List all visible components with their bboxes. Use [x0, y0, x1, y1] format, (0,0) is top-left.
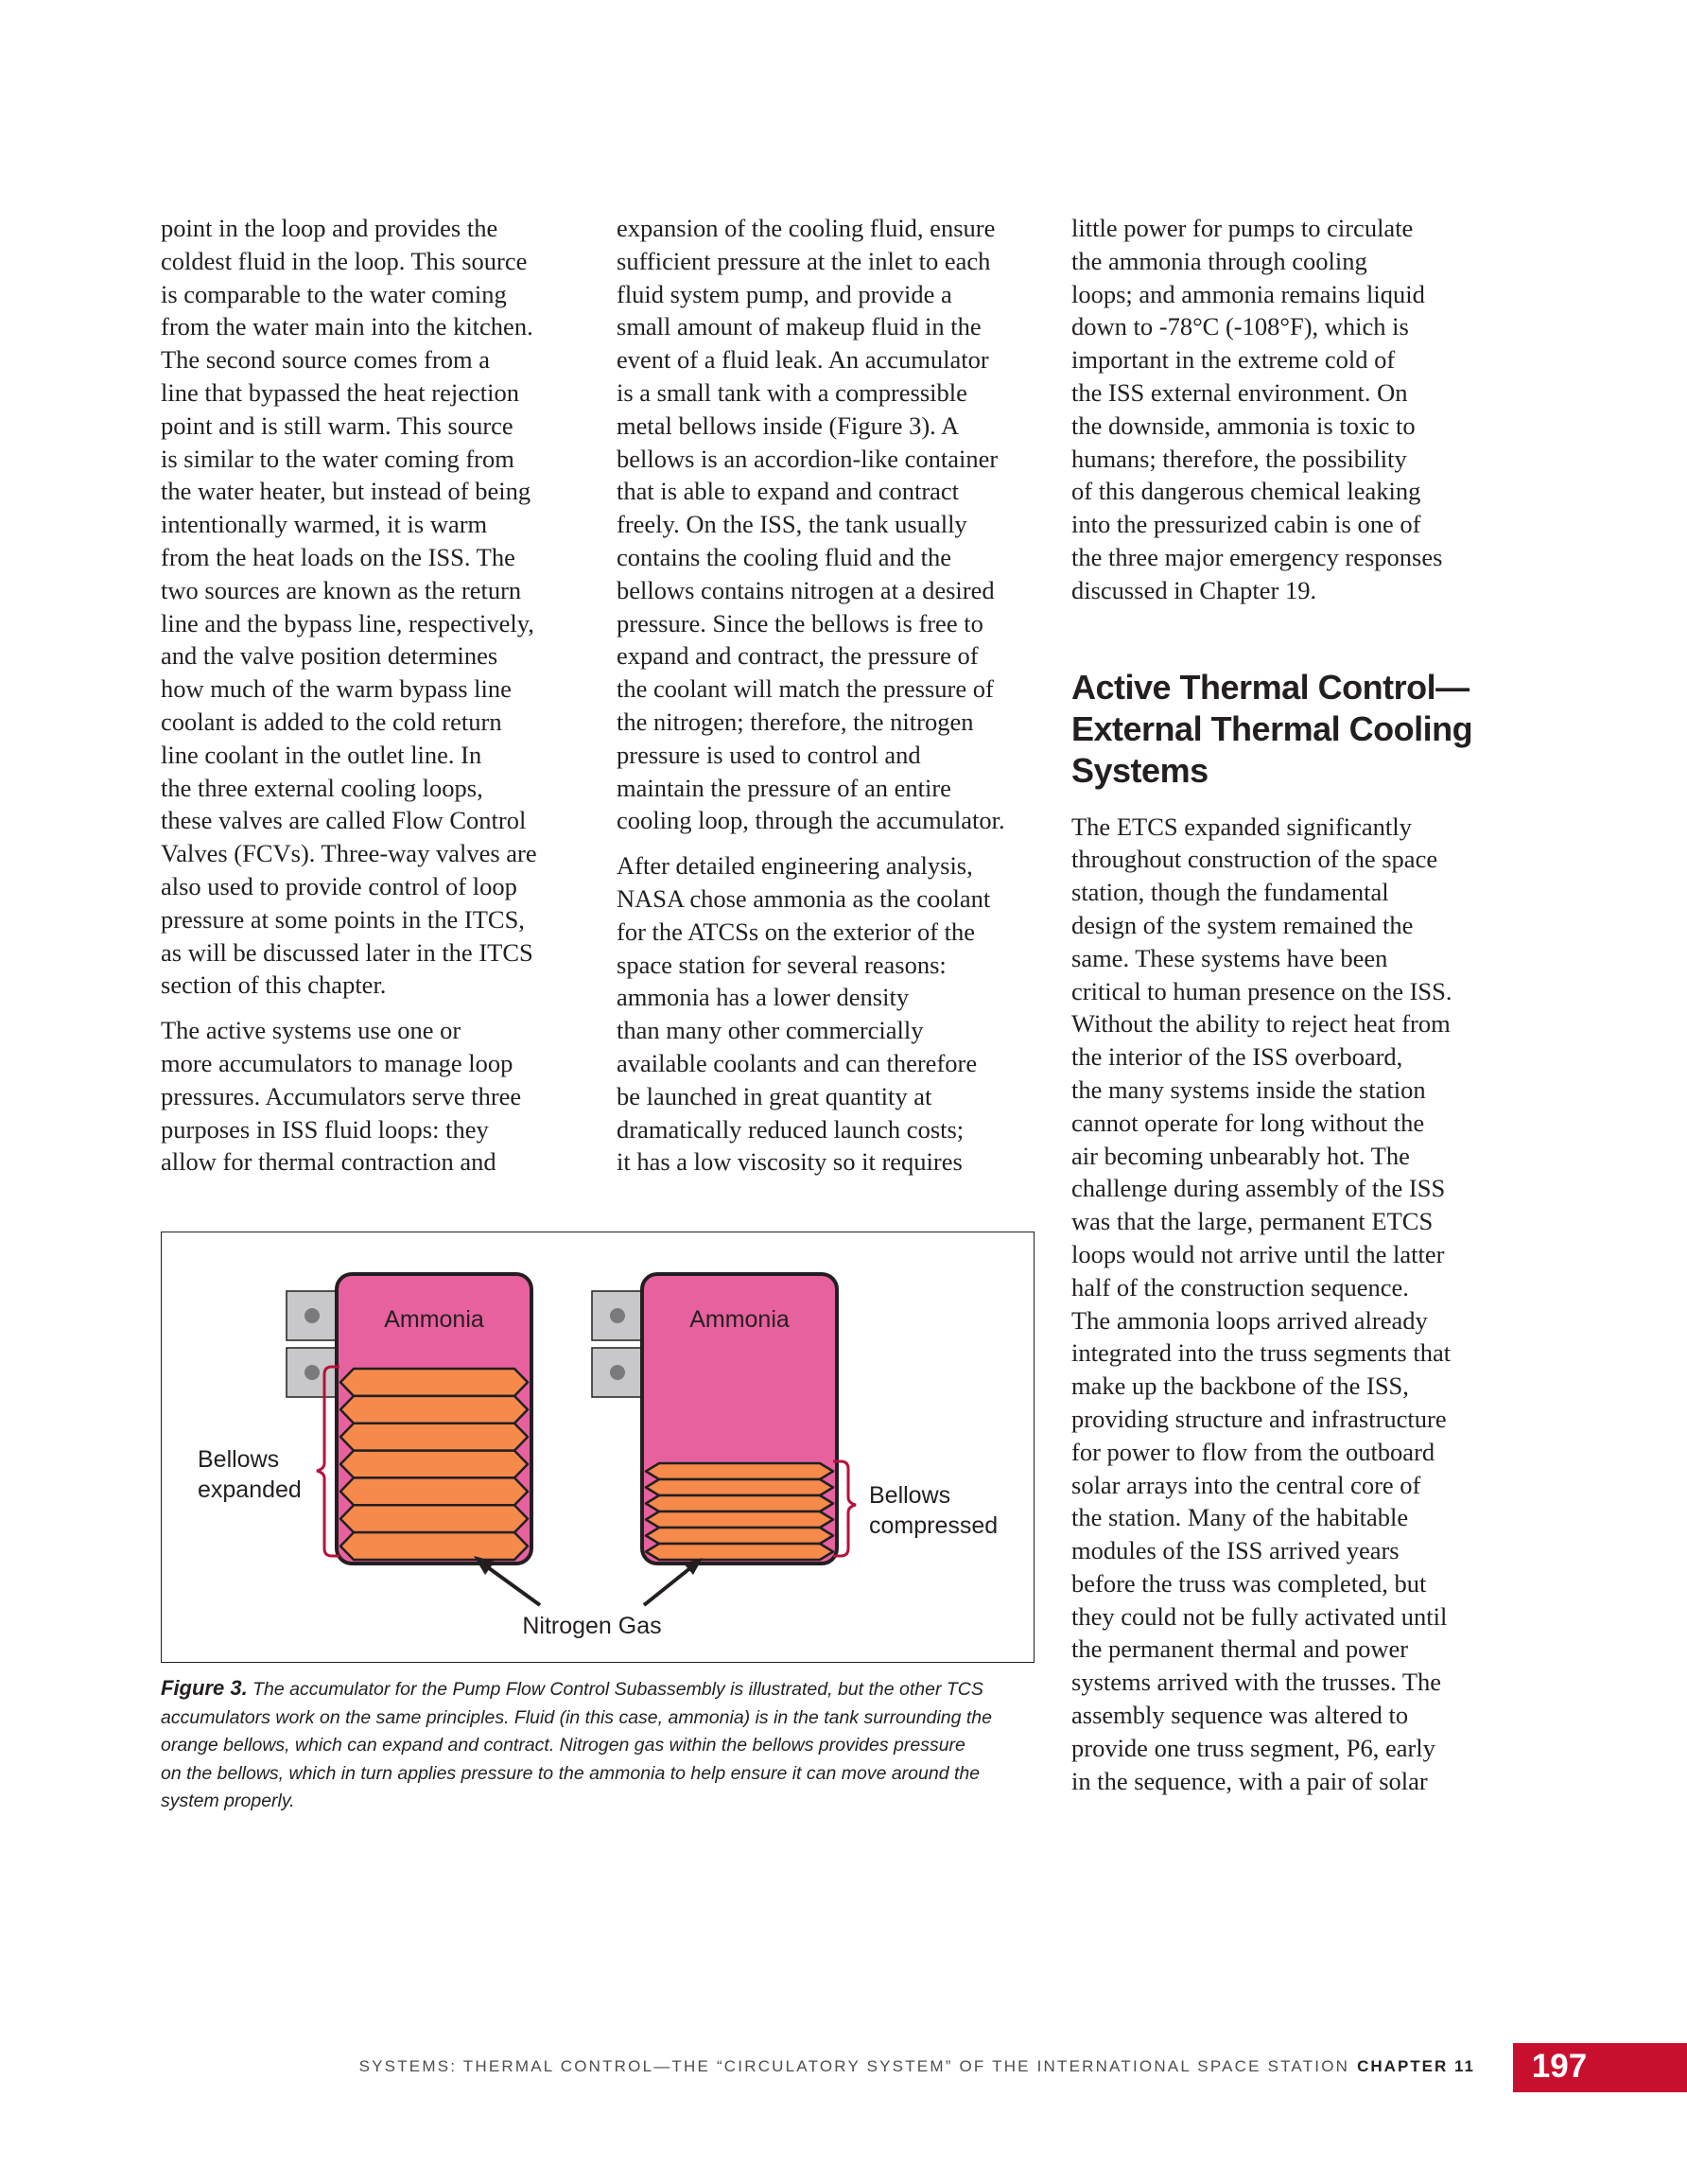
- ammonia-label-right: Ammonia: [689, 1306, 790, 1333]
- text-line: same. These systems have been: [1071, 943, 1388, 972]
- nitrogen-gas-label: Nitrogen Gas: [522, 1613, 662, 1639]
- page-number-tab: [1513, 2043, 1687, 2092]
- text-line: expand and contract, the pressure of: [617, 641, 979, 671]
- text-line: station, though the fundamental: [1071, 878, 1389, 907]
- text-line: was that the large, permanent ETCS: [1071, 1207, 1434, 1236]
- text-line: design of the system remained the: [1071, 910, 1414, 939]
- text-line: also used to provide control of loop: [161, 871, 517, 900]
- figure-label: Figure 3.: [161, 1676, 248, 1700]
- bellows-expanded-label-line1: Bellows: [198, 1446, 280, 1473]
- paragraph: [617, 849, 1042, 1179]
- text-line: two sources are known as the return: [161, 575, 522, 604]
- text-line: the permanent thermal and power: [1071, 1634, 1409, 1664]
- caption-line-5: system properly.: [161, 1791, 295, 1811]
- text-line: how much of the warm bypass line: [161, 674, 512, 704]
- text-line: humans; therefore, the possibility: [1071, 444, 1407, 473]
- text-line: cooling loop, through the accumulator.: [617, 806, 1005, 835]
- paragraph: [161, 212, 577, 1002]
- text-line: The second source comes from a: [161, 345, 491, 375]
- bellows-expanded-label-line2: expanded: [198, 1476, 302, 1503]
- text-line: the three external cooling loops,: [161, 773, 483, 802]
- running-title-text: SYSTEMS: THERMAL CONTROL—THE “CIRCULATORY SYSTEM” OF THE INTERNATIONAL SPACE STATION: [358, 2057, 1350, 2075]
- paragraph: [161, 1014, 577, 1179]
- text-line: the downside, ammonia is toxic to: [1071, 411, 1416, 440]
- figure-accumulator-diagram: [161, 1232, 1035, 1663]
- bellows-fold: [340, 1505, 528, 1532]
- running-title: [359, 2057, 1475, 2076]
- text-line: of this dangerous chemical leaking: [1071, 477, 1421, 506]
- text-line: line that bypassed the heat rejection: [161, 377, 519, 407]
- text-line: solar arrays into the central core of: [1071, 1470, 1421, 1499]
- bellows-expanded-shape: [340, 1369, 528, 1560]
- text-line: bellows is an accordion-like container: [617, 444, 999, 473]
- bellows-fold: [646, 1511, 833, 1528]
- bellows-fold: [646, 1463, 833, 1479]
- text-line: After detailed engineering analysis,: [617, 851, 973, 881]
- text-column-1: [161, 212, 577, 1191]
- port-hole: [304, 1308, 320, 1323]
- text-line: fluid system pump, and provide a: [617, 279, 952, 308]
- bellows-fold: [646, 1528, 833, 1544]
- text-line: challenge during assembly of the ISS: [1071, 1174, 1446, 1203]
- text-line: integrated into the truss segments that: [1071, 1338, 1452, 1368]
- text-line: coldest fluid in the loop. This source: [161, 246, 528, 275]
- caption-line-1: [161, 1674, 1040, 1704]
- text-line: loops; and ammonia remains liquid: [1071, 279, 1425, 308]
- nitrogen-arrow-left: [485, 1565, 540, 1605]
- paragraph: [1071, 212, 1497, 607]
- text-line: is comparable to the water coming: [161, 279, 507, 308]
- text-line: as will be discussed later in the ITCS: [161, 937, 533, 967]
- bellows-fold: [340, 1396, 528, 1424]
- nitrogen-arrow-right: [644, 1567, 691, 1605]
- text-line: space station for several reasons:: [617, 950, 947, 979]
- text-line: purposes in ISS fluid loops: they: [161, 1114, 489, 1144]
- text-line: half of the construction sequence.: [1071, 1272, 1409, 1302]
- text-line: that is able to expand and contract: [617, 477, 960, 506]
- text-line: ammonia has a lower density: [617, 983, 910, 1012]
- text-line: for power to flow from the outboard: [1071, 1437, 1435, 1466]
- bellows-fold: [646, 1479, 833, 1495]
- text-line: intentionally warmed, it is warm: [161, 510, 488, 539]
- text-line: Systems: [1071, 750, 1209, 790]
- bellows-compressed-label-line2: compressed: [869, 1512, 999, 1539]
- text-line: freely. On the ISS, the tank usually: [617, 510, 967, 539]
- text-line: provide one truss segment, P6, early: [1071, 1733, 1435, 1762]
- bellows-fold: [646, 1495, 833, 1511]
- text-line: into the pressurized cabin is one of: [1071, 510, 1421, 539]
- text-line: the ammonia through cooling: [1071, 246, 1367, 275]
- figure-caption: [161, 1674, 1040, 1816]
- chapter-label: CHAPTER 11: [1357, 2057, 1475, 2075]
- text-line: Valves (FCVs). Three-way valves are: [161, 839, 537, 868]
- page-number: 197: [1531, 2048, 1588, 2085]
- text-line: discussed in Chapter 19.: [1071, 575, 1317, 604]
- text-line: and the valve position determines: [161, 641, 498, 671]
- text-line: Active Thermal Control—: [1071, 667, 1470, 707]
- text-line: the interior of the ISS overboard,: [1071, 1042, 1403, 1072]
- text-line: providing structure and infrastructure: [1071, 1404, 1447, 1433]
- text-line: important in the extreme cold of: [1071, 345, 1396, 375]
- text-line: it has a low viscosity so it requires: [617, 1147, 963, 1177]
- text-line: loops would not arrive until the latter: [1071, 1239, 1445, 1268]
- text-line: for the ATCSs on the exterior of the: [617, 917, 976, 946]
- text-line: modules of the ISS arrived years: [1071, 1536, 1400, 1565]
- text-line: point and is still warm. This source: [161, 411, 513, 440]
- text-line: expansion of the cooling fluid, ensure: [617, 214, 996, 242]
- text-column-2: [617, 212, 1042, 1191]
- text-line: sufficient pressure at the inlet to each: [617, 246, 991, 275]
- text-line: The ammonia loops arrived already: [1071, 1305, 1428, 1335]
- ammonia-label-left: Ammonia: [384, 1306, 484, 1333]
- text-line: pressure is used to control and: [617, 740, 921, 769]
- text-line: line and the bypass line, respectively,: [161, 608, 534, 638]
- text-line: be launched in great quantity at: [617, 1081, 932, 1110]
- bellows-fold: [646, 1544, 833, 1560]
- text-line: pressure at some points in the ITCS,: [161, 904, 525, 934]
- text-line: they could not be fully activated until: [1071, 1601, 1448, 1631]
- text-line: is similar to the water coming from: [161, 444, 514, 473]
- caption-line-4: on the bellows, which in turn applies pressure to the ammonia to help ensure it can move around the: [161, 1762, 981, 1784]
- text-line: line coolant in the outlet line. In: [161, 740, 482, 769]
- bellows-fold: [340, 1477, 528, 1505]
- text-line: The ETCS expanded significantly: [1071, 812, 1412, 841]
- text-line: Without the ability to reject heat from: [1071, 1009, 1451, 1039]
- text-line: allow for thermal contraction and: [161, 1147, 496, 1177]
- caption-text: The accumulator for the Pump Flow Control Subassembly is illustrated, but the other TCS: [247, 1679, 983, 1700]
- caption-line-2: accumulators work on the same principles. Fluid (in this case, ammonia) is in the tank surrounding the: [161, 1706, 992, 1728]
- bellows-compressed-shape: [646, 1463, 833, 1560]
- bellows-compressed-label-line1: Bellows: [869, 1482, 951, 1509]
- text-line: than many other commercially: [617, 1016, 924, 1045]
- text-line: assembly sequence was altered to: [1071, 1701, 1409, 1730]
- text-line: down to -78°C (-108°F), which is: [1071, 312, 1409, 341]
- text-line: available coolants and can therefore: [617, 1048, 978, 1077]
- text-line: pressure. Since the bellows is free to: [617, 608, 983, 638]
- text-line: systems arrived with the trusses. The: [1071, 1668, 1442, 1697]
- text-line: External Thermal Cooling: [1071, 708, 1473, 748]
- text-line: is a small tank with a compressible: [617, 377, 967, 407]
- bellows-fold: [340, 1424, 528, 1451]
- text-line: the coolant will match the pressure of: [617, 674, 994, 704]
- text-line: point in the loop and provides the: [161, 214, 498, 242]
- text-line: before the truss was completed, but: [1071, 1568, 1427, 1598]
- bellows-fold: [340, 1532, 528, 1560]
- text-line: make up the backbone of the ISS,: [1071, 1372, 1409, 1401]
- paragraph: [1071, 811, 1497, 1798]
- text-line: the many systems inside the station: [1071, 1075, 1426, 1104]
- text-line: these valves are called Flow Control: [161, 806, 527, 835]
- text-line: in the sequence, with a pair of solar: [1071, 1766, 1428, 1795]
- port-hole: [610, 1308, 625, 1323]
- page-footer: [0, 2043, 1687, 2092]
- text-line: the station. Many of the habitable: [1071, 1503, 1409, 1532]
- text-line: little power for pumps to circulate: [1071, 214, 1414, 242]
- text-line: small amount of makeup fluid in the: [617, 312, 982, 341]
- text-line: air becoming unbearably hot. The: [1071, 1141, 1410, 1170]
- bellows-fold: [340, 1369, 528, 1396]
- section-heading: [1071, 667, 1497, 792]
- text-line: metal bellows inside (Figure 3). A: [617, 411, 960, 440]
- text-line: section of this chapter.: [161, 970, 387, 1000]
- text-line: contains the cooling fluid and the: [617, 542, 951, 571]
- caption-line-3: orange bellows, which can expand and contract. Nitrogen gas within the bellows provides pressure: [161, 1735, 965, 1756]
- paragraph: [617, 212, 1042, 837]
- accumulator-diagram: [162, 1232, 1035, 1664]
- port-hole: [610, 1365, 625, 1380]
- text-line: throughout construction of the space: [1071, 845, 1438, 874]
- text-line: The active systems use one or: [161, 1016, 461, 1045]
- text-line: pressures. Accumulators serve three: [161, 1081, 522, 1110]
- text-line: critical to human presence on the ISS.: [1071, 976, 1452, 1005]
- text-line: more accumulators to manage loop: [161, 1048, 513, 1077]
- bellows-fold: [340, 1451, 528, 1478]
- text-line: bellows contains nitrogen at a desired: [617, 575, 995, 604]
- port-hole: [304, 1365, 320, 1380]
- text-line: event of a fluid leak. An accumulator: [617, 345, 989, 375]
- text-line: from the water main into the kitchen.: [161, 312, 533, 341]
- text-line: the water heater, but instead of being: [161, 477, 531, 506]
- text-column-3: [1071, 212, 1497, 1809]
- text-line: the nitrogen; therefore, the nitrogen: [617, 707, 974, 736]
- text-line: the three major emergency responses: [1071, 542, 1443, 571]
- text-line: coolant is added to the cold return: [161, 707, 502, 736]
- text-line: NASA chose ammonia as the coolant: [617, 883, 991, 913]
- text-line: from the heat loads on the ISS. The: [161, 542, 515, 571]
- text-line: the ISS external environment. On: [1071, 377, 1408, 407]
- text-line: maintain the pressure of an entire: [617, 773, 951, 802]
- text-line: cannot operate for long without the: [1071, 1108, 1425, 1137]
- text-line: dramatically reduced launch costs;: [617, 1114, 965, 1144]
